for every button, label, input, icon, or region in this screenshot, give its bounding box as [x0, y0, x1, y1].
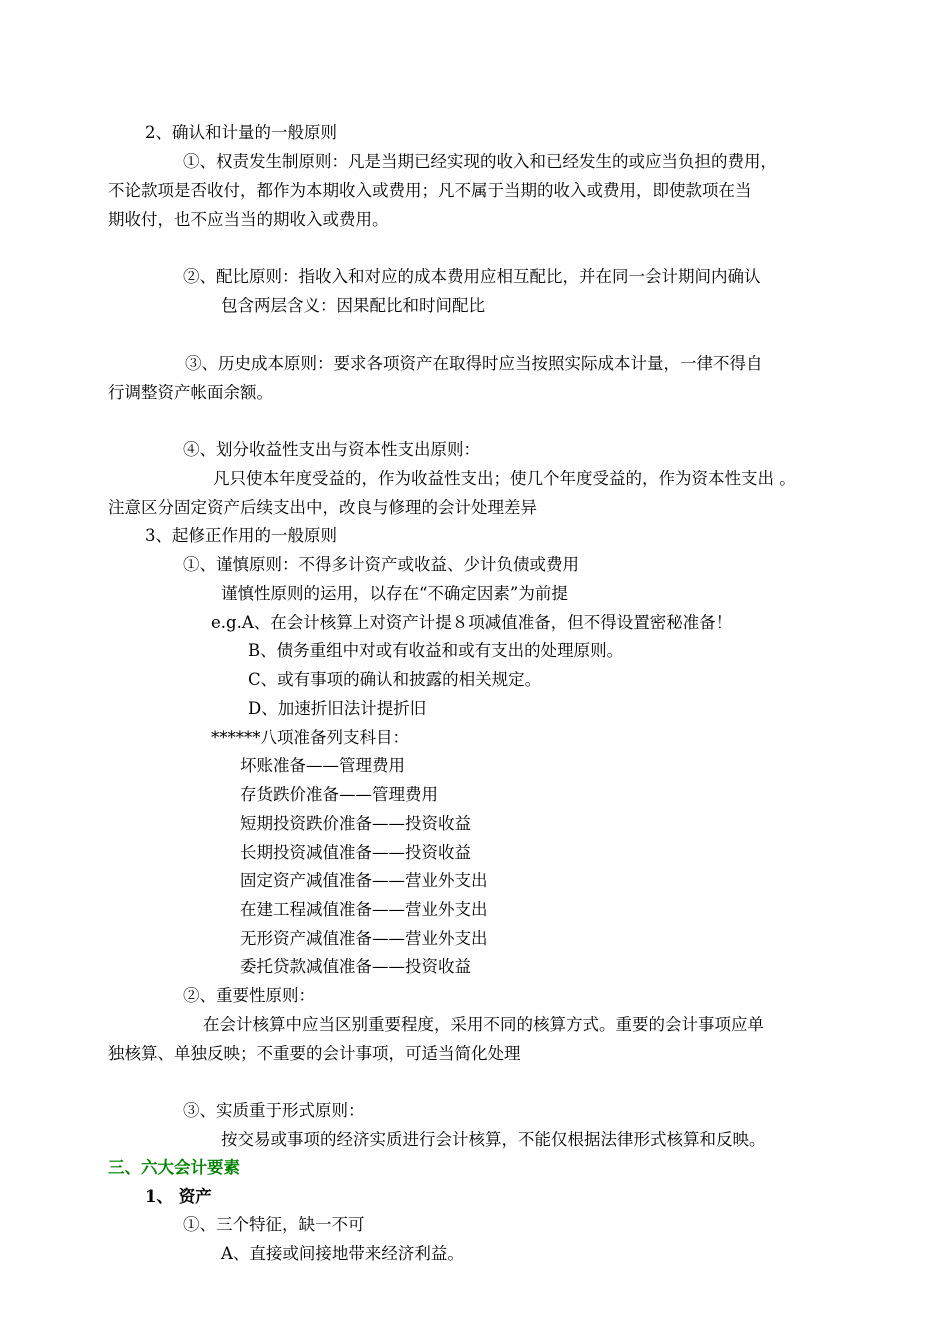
list-item: 短期投资跌价准备——投资收益 — [240, 814, 471, 833]
list-item: 坏账准备——管理费用 — [240, 756, 405, 775]
paragraph-line: 按交易或事项的经济实质进行会计核算，不能仅根据法律形式核算和反映。 — [221, 1130, 766, 1149]
paragraph-line: 行调整资产帐面余额。 — [108, 383, 273, 402]
paragraph-line: ②、配比原则：指收入和对应的成本费用应相互配比，并在同一会计期间内确认 — [183, 267, 761, 286]
paragraph-line: 期收付，也不应当当的期收入或费用。 — [108, 210, 389, 229]
list-item: 无形资产减值准备——营业外支出 — [240, 929, 488, 948]
section-three-heading: 三、六大会计要素 — [108, 1158, 240, 1177]
paragraph-line: B、债务重组中对或有收益和或有支出的处理原则。 — [248, 641, 624, 660]
paragraph-line: ③、实质重于形式原则： — [183, 1101, 365, 1120]
paragraph-line: ******八项准备列支科目： — [211, 728, 409, 747]
section-2-heading: 2、确认和计量的一般原则 — [145, 123, 337, 142]
paragraph-line: ①、谨慎原则：不得多计资产或收益、少计负债或费用 — [183, 555, 579, 574]
paragraph-line: 凡只使本年度受益的，作为收益性支出；使几个年度受益的，作为资本性支出 。 — [213, 469, 796, 488]
list-item: 存货跌价准备——管理费用 — [240, 785, 438, 804]
paragraph-line: 不论款项是否收付，都作为本期收入或费用；凡不属于当期的收入或费用，即使款项在当 — [108, 181, 752, 200]
paragraph-line: ④、划分收益性支出与资本性支出原则： — [183, 440, 480, 459]
paragraph-line: ③、历史成本原则：要求各项资产在取得时应当按照实际成本计量，一律不得自 — [185, 354, 763, 373]
paragraph-line: 注意区分固定资产后续支出中，改良与修理的会计处理差异 — [108, 498, 537, 517]
list-item: 固定资产减值准备——营业外支出 — [240, 871, 488, 890]
section-3-heading: 3、起修正作用的一般原则 — [145, 526, 337, 545]
paragraph-line: C、或有事项的确认和披露的相关规定。 — [248, 670, 542, 689]
paragraph-line: A、直接或间接地带来经济利益。 — [221, 1244, 464, 1263]
paragraph-line: 在会计核算中应当区别重要程度，采用不同的核算方式。重要的会计事项应单 — [203, 1015, 764, 1034]
list-item: 在建工程减值准备——营业外支出 — [240, 900, 488, 919]
paragraph-line: ①、权责发生制原则：凡是当期已经实现的收入和已经发生的或应当负担的费用， — [183, 152, 777, 171]
list-item: 长期投资减值准备——投资收益 — [240, 843, 471, 862]
paragraph-line: ②、重要性原则： — [183, 986, 315, 1005]
paragraph-line: 独核算、单独反映；不重要的会计事项，可适当简化处理 — [108, 1044, 521, 1063]
paragraph-line: ①、三个特征，缺一不可 — [183, 1215, 365, 1234]
paragraph-line: e.g.A、在会计核算上对资产计提８项减值准备，但不得设置密秘准备！ — [211, 613, 733, 632]
list-item: 委托贷款减值准备——投资收益 — [240, 957, 471, 976]
paragraph-line: 包含两层含义：因果配比和时间配比 — [221, 296, 485, 315]
paragraph-line: D、加速折旧法计提折旧 — [248, 699, 427, 718]
paragraph-line: 谨慎性原则的运用，以存在“不确定因素”为前提 — [221, 584, 568, 603]
subsection-heading: 1、 资产 — [145, 1187, 212, 1206]
